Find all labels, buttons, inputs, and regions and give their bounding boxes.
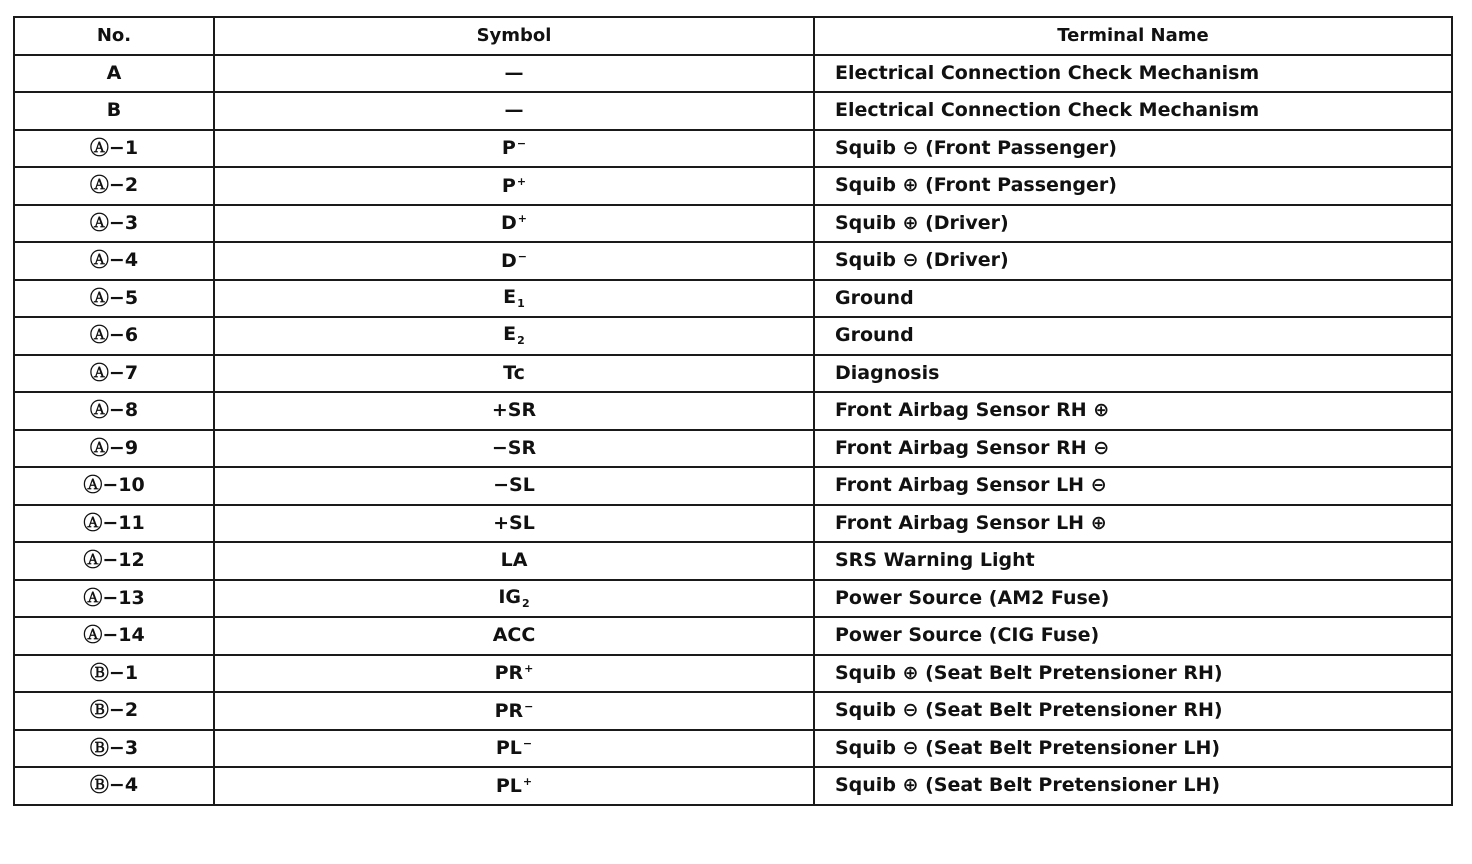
terminal-name: Front Airbag Sensor RH ⊖ xyxy=(814,430,1452,468)
table-row xyxy=(14,392,1452,430)
symbol-base: E xyxy=(503,323,517,346)
terminal-name: Squib ⊖ (Driver) xyxy=(814,242,1452,280)
terminal-symbol xyxy=(214,580,814,618)
terminal-number: Ⓑ−3 xyxy=(14,730,214,768)
table-row xyxy=(14,730,1452,768)
terminal-name: Squib ⊖ (Front Passenger) xyxy=(814,130,1452,168)
symbol-base: Tc xyxy=(503,361,525,384)
symbol-superscript: − xyxy=(516,137,527,151)
table-row xyxy=(14,55,1452,93)
terminal-symbol xyxy=(214,392,814,430)
symbol-superscript: + xyxy=(522,774,533,788)
symbol-base: ACC xyxy=(492,624,536,647)
terminal-symbol xyxy=(214,130,814,168)
terminal-name: Front Airbag Sensor LH ⊕ xyxy=(814,505,1452,543)
symbol-base: −SR xyxy=(491,436,537,459)
table-header xyxy=(14,17,1452,55)
terminal-symbol xyxy=(214,730,814,768)
terminal-symbol xyxy=(214,355,814,393)
terminal-name: Squib ⊕ (Seat Belt Pretensioner RH) xyxy=(814,655,1452,693)
terminal-name: Front Airbag Sensor RH ⊕ xyxy=(814,392,1452,430)
table-row xyxy=(14,355,1452,393)
terminal-name: Electrical Connection Check Mechanism xyxy=(814,55,1452,93)
terminal-symbol xyxy=(214,92,814,130)
terminal-number: Ⓐ−14 xyxy=(14,617,214,655)
terminal-symbol xyxy=(214,317,814,355)
terminal-number: Ⓐ−13 xyxy=(14,580,214,618)
table-row xyxy=(14,767,1452,805)
terminal-symbol xyxy=(214,280,814,318)
table-row xyxy=(14,280,1452,318)
symbol-base: PR xyxy=(494,662,524,685)
table-row xyxy=(14,692,1452,730)
terminal-number: Ⓐ−2 xyxy=(14,167,214,205)
terminal-symbol xyxy=(214,167,814,205)
table-row xyxy=(14,242,1452,280)
terminal-name: Ground xyxy=(814,280,1452,318)
terminal-symbol xyxy=(214,505,814,543)
terminal-number: Ⓐ−4 xyxy=(14,242,214,280)
symbol-base: — xyxy=(504,99,524,122)
table-row xyxy=(14,430,1452,468)
symbol-base: LA xyxy=(500,549,528,572)
terminal-symbol xyxy=(214,655,814,693)
symbol-base: PR xyxy=(494,699,524,722)
symbol-subscript: 2 xyxy=(522,596,530,610)
terminal-number: B xyxy=(14,92,214,130)
terminal-name: Squib ⊖ (Seat Belt Pretensioner RH) xyxy=(814,692,1452,730)
terminal-symbol xyxy=(214,467,814,505)
terminal-number: Ⓑ−4 xyxy=(14,767,214,805)
symbol-base: PL xyxy=(495,774,522,797)
table-row xyxy=(14,580,1452,618)
terminal-name: Squib ⊖ (Seat Belt Pretensioner LH) xyxy=(814,730,1452,768)
table-body xyxy=(14,55,1452,805)
symbol-base: +SL xyxy=(493,511,535,534)
symbol-superscript: − xyxy=(517,249,527,263)
symbol-superscript: + xyxy=(517,212,527,226)
symbol-base: PL xyxy=(495,737,522,760)
table-row xyxy=(14,505,1452,543)
table-row xyxy=(14,655,1452,693)
terminal-name: Diagnosis xyxy=(814,355,1452,393)
table-row xyxy=(14,542,1452,580)
terminal-symbol xyxy=(214,692,814,730)
terminal-name: SRS Warning Light xyxy=(814,542,1452,580)
terminal-table xyxy=(13,16,1453,806)
terminal-number: Ⓐ−10 xyxy=(14,467,214,505)
symbol-base: — xyxy=(504,61,524,84)
terminal-symbol xyxy=(214,242,814,280)
symbol-base: D xyxy=(501,249,517,272)
symbol-superscript: − xyxy=(522,737,533,751)
terminal-number: A xyxy=(14,55,214,93)
table-row xyxy=(14,205,1452,243)
header-symbol: Symbol xyxy=(214,17,814,55)
terminal-name: Squib ⊕ (Seat Belt Pretensioner LH) xyxy=(814,767,1452,805)
terminal-number: Ⓐ−1 xyxy=(14,130,214,168)
terminal-name: Power Source (CIG Fuse) xyxy=(814,617,1452,655)
symbol-subscript: 1 xyxy=(517,296,525,310)
terminal-number: Ⓐ−9 xyxy=(14,430,214,468)
table-row xyxy=(14,467,1452,505)
symbol-base: D xyxy=(501,212,517,235)
symbol-base: P xyxy=(501,137,516,160)
header-terminal-name: Terminal Name xyxy=(814,17,1452,55)
terminal-number: Ⓑ−1 xyxy=(14,655,214,693)
header-row xyxy=(14,17,1452,55)
table-row xyxy=(14,617,1452,655)
table-row xyxy=(14,317,1452,355)
terminal-symbol xyxy=(214,767,814,805)
symbol-superscript: − xyxy=(524,699,534,713)
terminal-number: Ⓐ−5 xyxy=(14,280,214,318)
terminal-symbol xyxy=(214,617,814,655)
symbol-base: +SR xyxy=(491,399,537,422)
terminal-number: Ⓐ−6 xyxy=(14,317,214,355)
terminal-symbol xyxy=(214,542,814,580)
terminal-number: Ⓐ−3 xyxy=(14,205,214,243)
terminal-name: Squib ⊕ (Front Passenger) xyxy=(814,167,1452,205)
terminal-number: Ⓐ−12 xyxy=(14,542,214,580)
terminal-name: Ground xyxy=(814,317,1452,355)
table-row xyxy=(14,92,1452,130)
terminal-symbol xyxy=(214,205,814,243)
terminal-name: Electrical Connection Check Mechanism xyxy=(814,92,1452,130)
terminal-name: Power Source (AM2 Fuse) xyxy=(814,580,1452,618)
symbol-base: P xyxy=(501,174,516,197)
terminal-number: Ⓑ−2 xyxy=(14,692,214,730)
table-row xyxy=(14,130,1452,168)
symbol-base: −SL xyxy=(493,474,535,497)
terminal-symbol xyxy=(214,55,814,93)
terminal-number: Ⓐ−11 xyxy=(14,505,214,543)
terminal-number: Ⓐ−7 xyxy=(14,355,214,393)
terminal-symbol xyxy=(214,430,814,468)
symbol-superscript: + xyxy=(516,174,527,188)
symbol-base: E xyxy=(503,285,517,308)
terminal-name: Front Airbag Sensor LH ⊖ xyxy=(814,467,1452,505)
table-row xyxy=(14,167,1452,205)
terminal-number: Ⓐ−8 xyxy=(14,392,214,430)
symbol-base: IG xyxy=(498,585,521,608)
header-no: No. xyxy=(14,17,214,55)
symbol-subscript: 2 xyxy=(517,334,525,348)
symbol-superscript: + xyxy=(524,662,534,676)
terminal-name: Squib ⊕ (Driver) xyxy=(814,205,1452,243)
